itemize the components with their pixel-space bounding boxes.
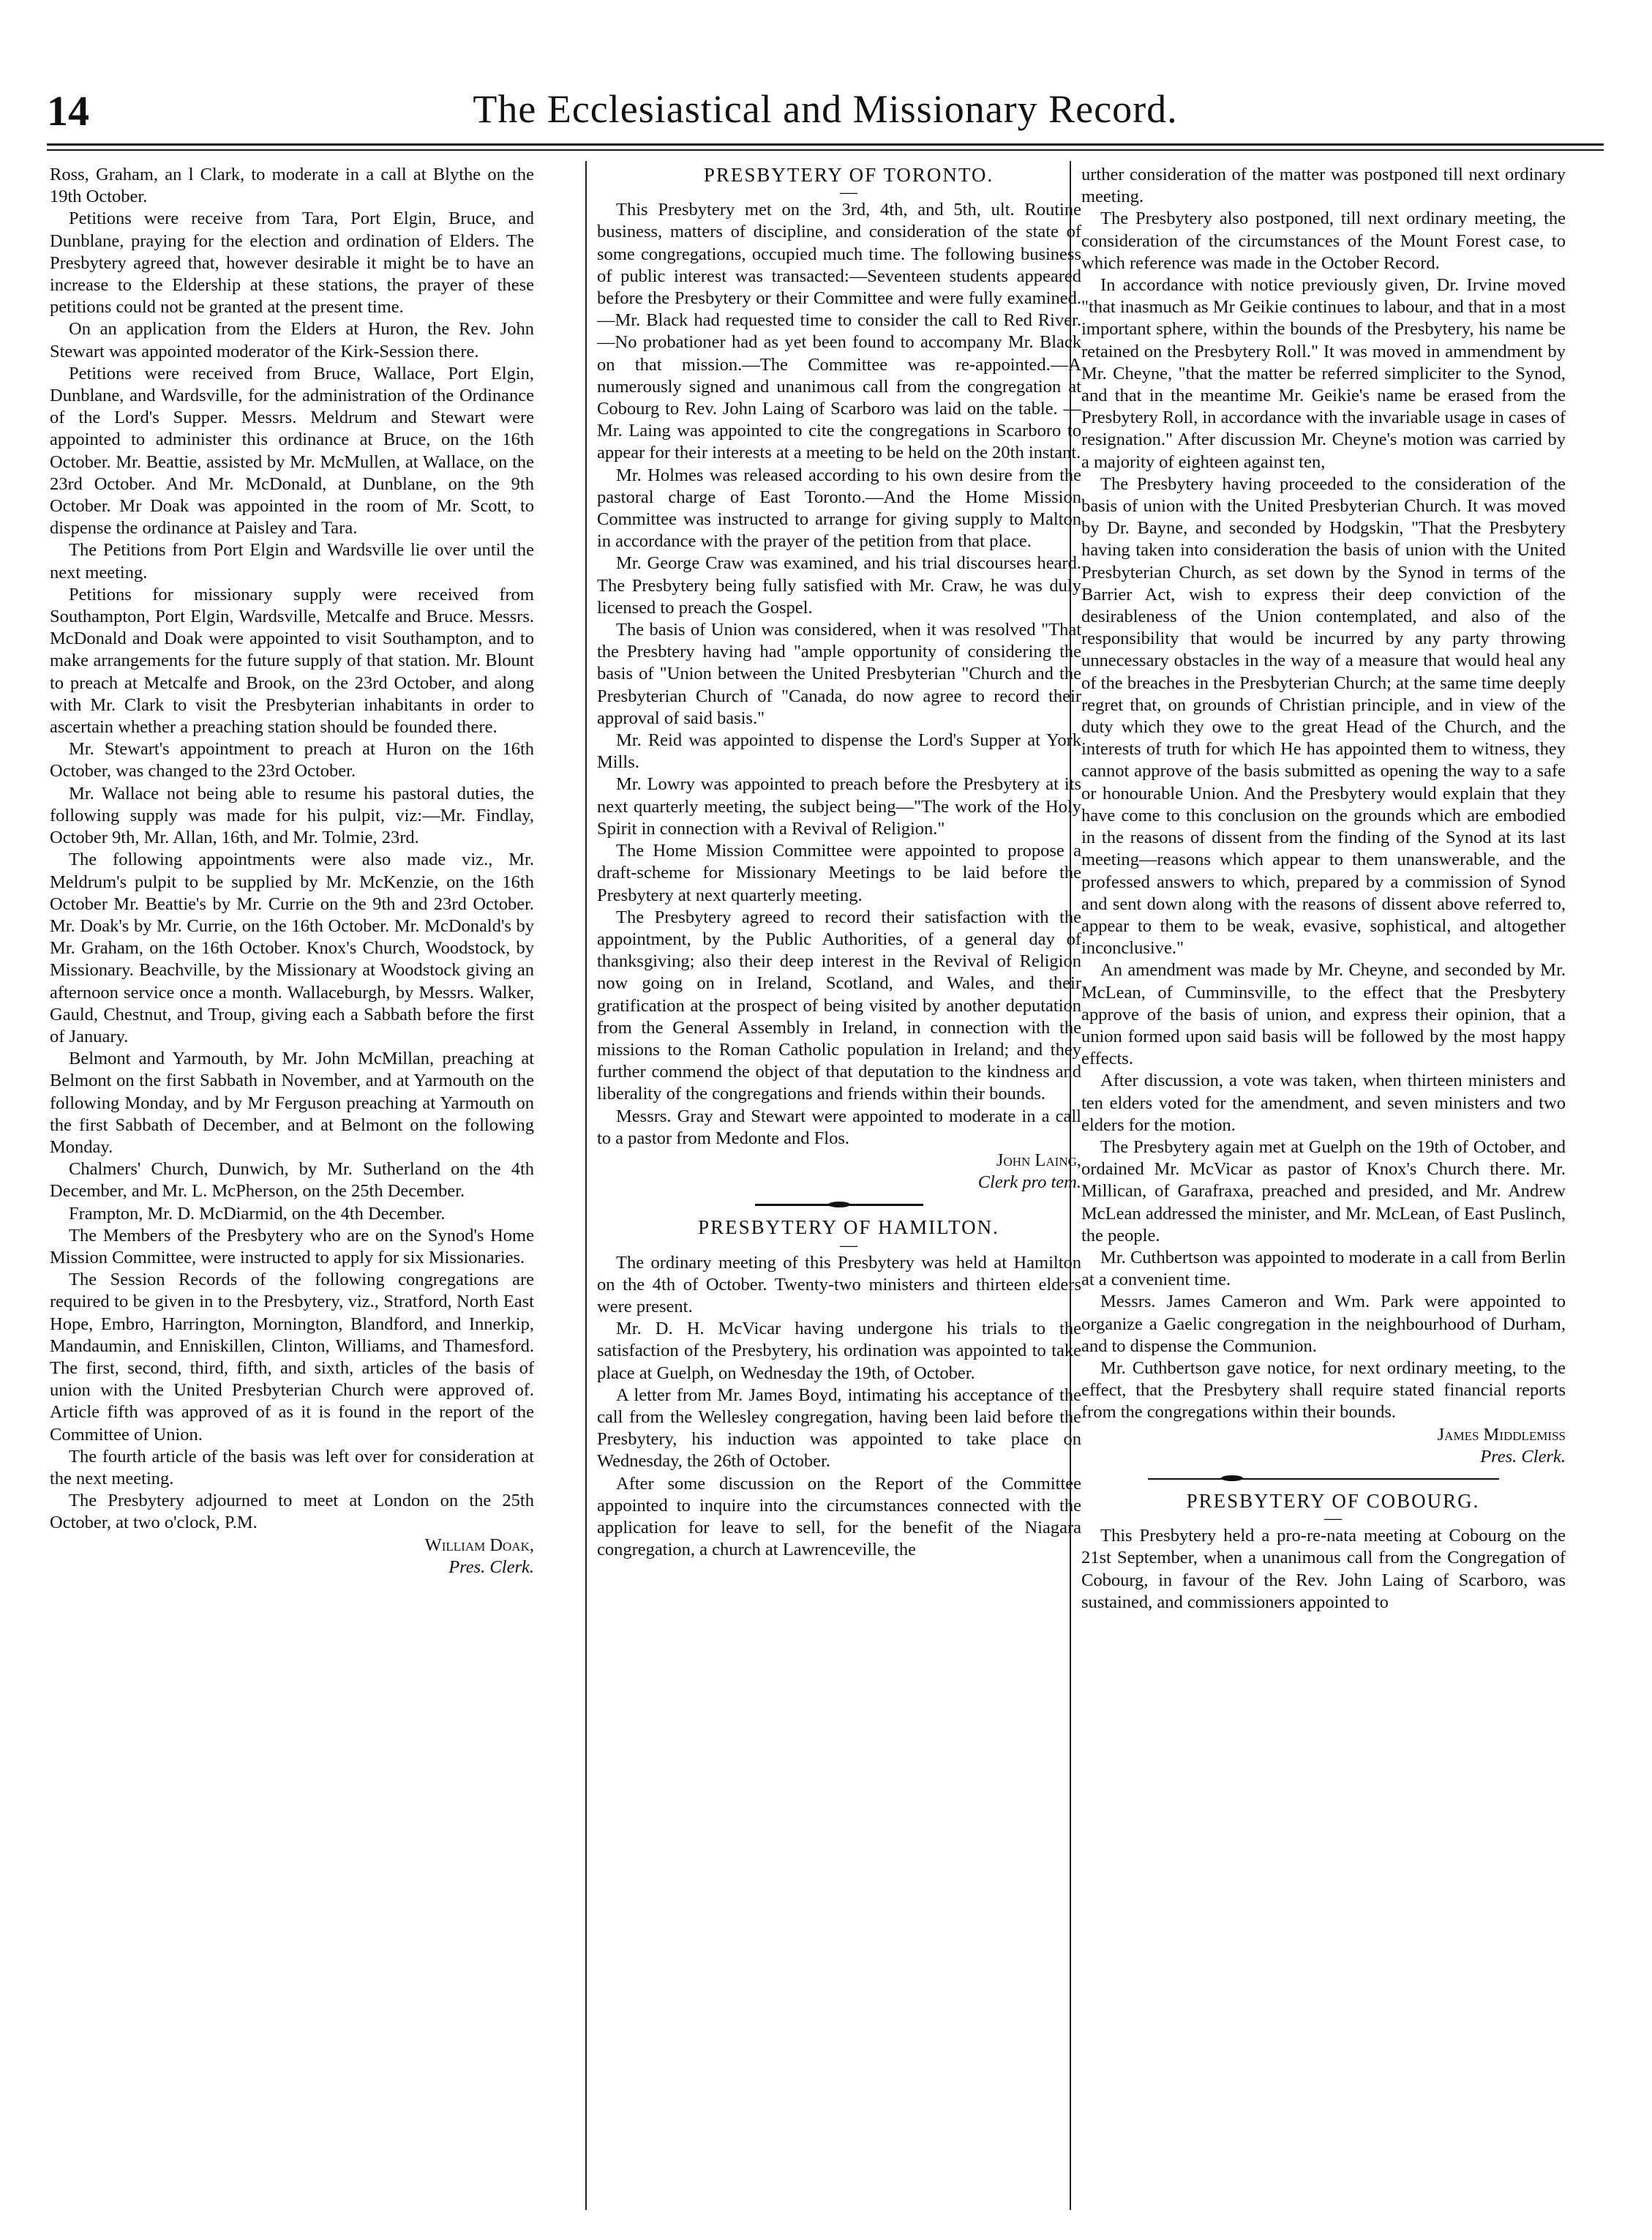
section-heading: PRESBYTERY OF HAMILTON.	[698, 1216, 999, 1239]
paragraph: Petitions were receive from Tara, Port Elgin, Bruce, and Dunblane, praying for the election and ordination of Elders. The Presbytery agreed that, however desirable it might be to have an increase to the Eldership at these stations, the prayer of these petitions could not be granted at the present time.	[50, 209, 534, 318]
paragraph: Messrs. Gray and Stewart were appointed to moderate in a call to a pastor from Medonte and Flos.	[597, 1106, 1081, 1148]
paragraph: Messrs. James Cameron and Wm. Park were appointed to organize a Gaelic congregation in the neighbourhood of Durham, and to dispense the Communion.	[1081, 1292, 1566, 1356]
paragraph: Chalmers' Church, Dunwich, by Mr. Sutherland on the 4th December, and Mr. L. McPherson, on the 25th December.	[50, 1159, 534, 1202]
paragraph: After some discussion on the Report of the Committee appointed to inquire into the circumstances connected with the application for leave to sell, for the benefit of the Niagara congregation, a church at Lawrenceville, the	[597, 1473, 1081, 1560]
section-heading: PRESBYTERY OF COBOURG.	[1186, 1489, 1480, 1512]
paragraph: The Petitions from Port Elgin and Wardsville lie over until the next meeting.	[50, 540, 534, 583]
paragraph: Mr. Wallace not being able to resume his pastoral duties, the following supply was made for his pulpit, viz:—Mr. Findlay, October 9th, Mr. Allan, 16th, and Mr. Tolmie, 23rd.	[50, 783, 534, 848]
paragraph: On an application from the Elders at Huron, the Rev. John Stewart was appointed moderator of the Kirk-Session there.	[50, 319, 534, 362]
section-divider	[755, 1204, 923, 1206]
paragraph: The Presbytery also postponed, till next ordinary meeting, the consideration of the circumstances of the Mount Forest case, to which reference was made in the October Record.	[1081, 209, 1566, 273]
heading-dash: —	[840, 1235, 857, 1255]
paragraph: The fourth article of the basis was left over for consideration at the next meeting.	[50, 1446, 534, 1488]
heading-dash: —	[1324, 1509, 1342, 1529]
signature-name: William Doak,	[424, 1535, 534, 1555]
column-divider	[585, 161, 587, 2210]
paragraph: The Members of the Presbytery who are on the Synod's Home Mission Committee, were instructed to apply for six Missionaries.	[50, 1225, 534, 1267]
column-2	[597, 164, 1081, 1561]
paragraph: Petitions were received from Bruce, Wallace, Port Elgin, Dunblane, and Wardsville, for the administration of the Ordinance of the Lord's Supper. Messrs. Meldrum and Stewart were appointed to administer this ordinance at Bruce, on the 16th October. Mr. Beattie, assisted by Mr. McMullen, at Wallace, on the 23rd October. And Mr. McDonald, at Dunblane, on the 9th October. Mr Doak was appointed in the room of Mr. Scott, to dispense the ordinance at Paisley and Tara.	[50, 363, 534, 539]
paragraph: The basis of Union was considered, when it was resolved "That the Presbtery having had "ample opportunity of considering the basis of "Union between the United Presbyterian "Church and the Presbyterian Church of "Canada, do now agree to record their approval of said basis."	[597, 620, 1081, 728]
paragraph: Ross, Graham, an l Clark, to moderate in a call at Blythe on the 19th October.	[50, 165, 534, 207]
paragraph: Mr. Holmes was released according to his own desire from the pastoral charge of East Toronto.—And the Home Mission Committee was instructed to arrange for giving supply to Malton in accordance with the prayer of the petition from that place.	[597, 465, 1081, 552]
paragraph: This Presbytery met on the 3rd, 4th, and 5th, ult. Routine business, matters of discipline, and consideration of the state of some congregations, occupied much time. The following business of public interest was transacted:—Seventeen students appeared before the Presbytery or their Committee and were fully examined.—Mr. Black had requested time to consider the call to Red River.—No probationer had as yet been found to accompany Mr. Black on that mission.—The Committee was re-appointed.—A numerously signed and unanimous call from the congregation at Cobourg to Rev. John Laing of Scarboro was laid on the table. —Mr. Laing was appointed to cite the congregations in Scarboro to appear for their interests at a meeting to be held on the 20th instant.	[597, 200, 1081, 463]
signature-name: James Middlemiss	[1437, 1424, 1566, 1445]
page-header	[47, 86, 1604, 152]
paragraph: The Presbytery having proceeded to the consideration of the basis of union with the United Presbyterian Church. It was moved by Dr. Bayne, and seconded by Hodgskin, "That the Presbytery having taken into consideration the basis of union with the United Presbyterian Church, as set down by the Synod in terms of the Barrier Act, wish to express their deep conviction of the desirableness of the Union contemplated, and also of the responsibility that would be incurred by any party throwing unnecessary obstacles in the way of a measure that would heal any of the breaches in the Presbyterian Church; at the same time deeply regret that, on grounds of Christian principle, and in view of the duty which they owe to the great Head of the Church, and the interests of truth for which He has appointed them to witness, they cannot approve of the basis submitted as opening the way to a safe or honourable Union. And the Presbytery would explain that they have come to this conclusion on the grounds which are embodied in the reasons of dissent from the finding of the Synod at its last meeting—reasons which appear to them unanswerable, and the professed answers to which, prepared by a commission of Synod and sent down along with the reasons of dissent above referred to, appear to them to be weak, evasive, sophistical, and altogether inconclusive."	[1081, 473, 1566, 959]
paragraph: In accordance with notice previously given, Dr. Irvine moved "that inasmuch as Mr Geikie continues to labour, and that in a most important sphere, within the bounds of the Presbytery, his name be retained on the Presbytery Roll." It was moved in ammendment by Mr. Cheyne, "that the matter be referred simpliciter to the Synod, and that in the meantime Mr. Geikie's name be erased from the Presbytery Roll, in accordance with the invariable usage in cases of resignation." After discussion Mr. Cheyne's motion was carried by a majority of eighteen against ten,	[1081, 275, 1566, 472]
paragraph: The Presbytery again met at Guelph on the 19th of October, and ordained Mr. McVicar as pastor of Knox's Church there. Mr. Millican, of Garafraxa, preached and presided, and Mr. Andrew McLean addressed the minister, and Mr. McLean, of East Puslinch, the people.	[1081, 1136, 1566, 1246]
paragraph: The Presbytery agreed to record their satisfaction with the appointment, by the Public Authorities, of a general day of thanksgiving; also their deep interest in the Revival of Religion now going on in Ireland, Scotland, and Wales, and their gratification at the prospect of being visited by another deputation from the General Assembly in Ireland, in connection with the missions to the Roman Catholic population in Ireland; and they further commend the object of that deputation to the kindness and liberality of the congregations and friends within their bounds.	[597, 907, 1081, 1104]
column-1	[50, 164, 534, 1578]
paragraph: The following appointments were also made viz., Mr. Meldrum's pulpit to be supplied by Mr. McKenzie, on the 16th October Mr. Beattie's by Mr. Currie on the 9th and 23rd October. Mr. Doak's by Mr. Currie, on the 16th October. Mr. McDonald's by Mr. Graham, on the 16th October. Knox's Church, Woodstock, by Missionary. Beachville, by the Missionary at Woodstock giving an afternoon service once a month. Wallaceburgh, by Messrs. Walker, Gauld, Chestnut, and Troup, giving each a Sabbath before the first of January.	[50, 850, 534, 1046]
paragraph: Mr. Cuthbertson gave notice, for next ordinary meeting, to the effect, that the Presbytery shall require stated financial reports from the congregations within their bounds.	[1081, 1357, 1566, 1423]
paragraph: An amendment was made by Mr. Cheyne, and seconded by Mr. McLean, of Cumminsville, to the effect that the Presbytery approve of the basis of union, and express their opinion, that a union formed upon said basis will be followed by the most happy effects.	[1081, 960, 1566, 1069]
paragraph: The Presbytery adjourned to meet at London on the 25th October, at two o'clock, P.M.	[50, 1491, 534, 1533]
paragraph: Mr. Cuthbertson was appointed to moderate in a call from Berlin at a convenient time.	[1081, 1247, 1566, 1290]
header-rule-thin	[47, 149, 1604, 151]
signature-title: Pres. Clerk.	[1480, 1446, 1566, 1467]
paragraph: Belmont and Yarmouth, by Mr. John McMillan, preaching at Belmont on the first Sabbath in November, and at Yarmouth on the following Monday, and by Mr Ferguson preaching at Yarmouth on the first Sabbath of December, and at Belmont on the following Monday.	[50, 1049, 534, 1157]
paragraph: The Session Records of the following congregations are required to be given in to the Presbytery, viz., Stratford, North East Hope, Embro, Harrington, Mornington, Blandford, and Innerkip, Mandaumin, and Enniskillen, Clinton, Williams, and Thamesford. The first, second, third, fifth, and sixth, articles of the basis of union with the United Presbyterian Church were approved of. Article fifth was approved of as it is found in the report of the Committee of Union.	[50, 1270, 534, 1445]
column-3	[1081, 164, 1566, 1614]
paragraph: This Presbytery held a pro-re-nata meeting at Cobourg on the 21st September, when a unanimous call from the Congregation of Cobourg, in favour of the Rev. John Laing of Scarboro, was sustained, and commissioners appointed to	[1081, 1526, 1566, 1612]
paragraph: Mr. D. H. McVicar having undergone his trials to the satisfaction of the Presbytery, his ordination was appointed to take place at Guelph, on Wednesday the 19th, of October.	[597, 1319, 1081, 1383]
paragraph: The ordinary meeting of this Presbytery was held at Hamilton on the 4th of October. Twenty-two ministers and thirteen elders were present.	[597, 1252, 1081, 1316]
section-divider	[1148, 1478, 1499, 1480]
paragraph: urther consideration of the matter was postponed till next ordinary meeting.	[1081, 165, 1566, 207]
paragraph: Frampton, Mr. D. McDiarmid, on the 4th December.	[69, 1203, 446, 1224]
paragraph: Mr. Stewart's appointment to preach at Huron on the 16th October, was changed to the 23rd October.	[50, 739, 534, 782]
paragraph: The Home Mission Committee were appointed to propose a draft-scheme for Missionary Meetings to be laid before the Presbytery at next quarterly meeting.	[597, 841, 1081, 905]
paragraph: Mr. George Craw was examined, and his trial discourses heard. The Presbytery being fully satisfied with Mr. Craw, he was duly licensed to preach the Gospel.	[597, 553, 1081, 618]
section-heading: PRESBYTERY OF TORONTO.	[703, 164, 994, 186]
paragraph: A letter from Mr. James Boyd, intimating his acceptance of the call from the Wellesley congregation, having been laid before the Presbytery, his induction was appointed to take place on Wednesday, the 26th of October.	[597, 1385, 1081, 1472]
signature-title: Clerk pro tem.	[977, 1172, 1081, 1193]
signature-name: John Laing,	[996, 1150, 1081, 1170]
paragraph: Mr. Lowry was appointed to preach before the Presbytery at its next quarterly meeting, the subject being—"The work of the Holy Spirit in connection with a Revival of Religion."	[597, 774, 1081, 839]
running-title: The Ecclesiastical and Missionary Record.	[473, 87, 1178, 131]
header-rule	[47, 143, 1604, 146]
paragraph: After discussion, a vote was taken, when thirteen ministers and ten elders voted for the amendment, and seven ministers and two elders for the motion.	[1081, 1071, 1566, 1135]
page-number: 14	[47, 87, 89, 135]
heading-dash: —	[840, 183, 857, 203]
signature-title: Pres. Clerk.	[448, 1557, 534, 1577]
paragraph: Mr. Reid was appointed to dispense the Lord's Supper at York Mills.	[597, 730, 1081, 773]
paragraph: Petitions for missionary supply were received from Southampton, Port Elgin, Wardsville, Metcalfe and Bruce. Messrs. McDonald and Doak were appointed to visit Southampton, and to make arrangements for the future supply of that station. Mr. Blount to preach at Metcalfe and Brook, on the 23rd October, and along with Mr. Clark to visit the Presbyterian inhabitants in order to ascertain whether a preaching station should be founded there.	[50, 584, 534, 738]
